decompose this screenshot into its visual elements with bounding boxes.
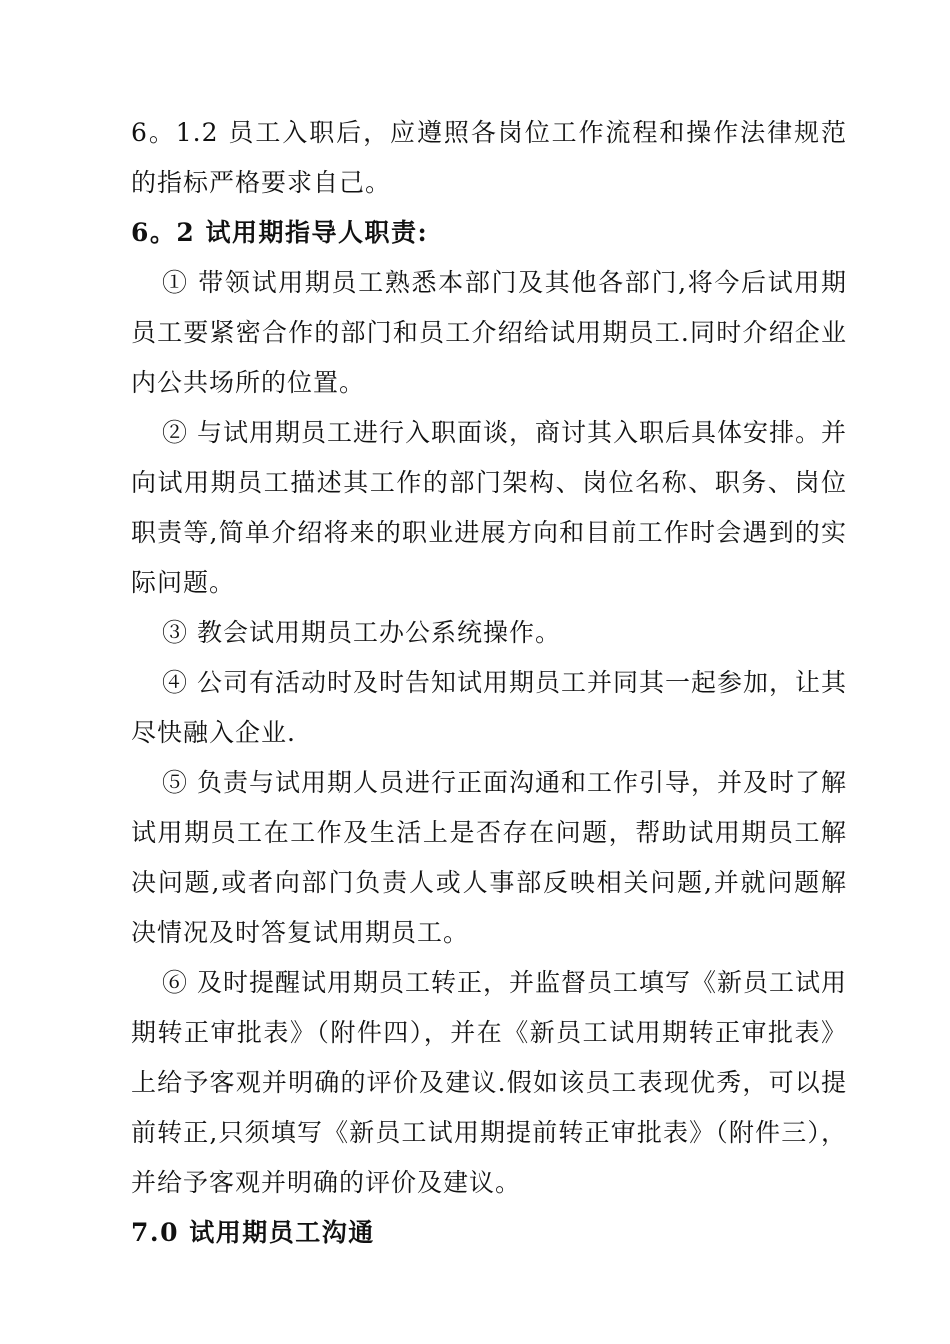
duty-item-1: ① 带领试用期员工熟悉本部门及其他各部门,将今后试用期员工要紧密合作的部门和员工介绍给试用期员工.同时介绍企业内公共场所的位置。 <box>131 268 847 397</box>
duty-item-4: ④ 公司有活动时及时告知试用期员工并同其一起参加，让其尽快融入企业. <box>131 668 847 747</box>
paragraph-6-1-2: 6。1.2 员工入职后，应遵照各岗位工作流程和操作法律规范的指标严格要求自己。 <box>131 118 847 197</box>
duty-item-6: ⑥ 及时提醒试用期员工转正，并监督员工填写《新员工试用期转正审批表》（附件四），并在《新员工试用期转正审批表》上给予客观并明确的评价及建议.假如该员工表现优秀，可以提前转正,只须填写《新员工试用期提前转正审批表》（附件三），并给予客观并明确的评价及建议。 <box>131 968 847 1197</box>
duty-item-3: ③ 教会试用期员工办公系统操作。 <box>162 618 561 647</box>
duty-item-5: ⑤ 负责与试用期人员进行正面沟通和工作引导，并及时了解试用期员工在工作及生活上是否存在问题，帮助试用期员工解决问题,或者向部门负责人或人事部反映相关问题,并就问题解决情况及时答复试用期员工。 <box>131 768 847 947</box>
section-heading-6-2: 6。2 试用期指导人职责: <box>131 218 429 247</box>
section-heading-7-0: 7.0 试用期员工沟通 <box>131 1218 375 1247</box>
document-body <box>131 108 847 1258</box>
duty-item-2: ② 与试用期员工进行入职面谈，商讨其入职后具体安排。并向试用期员工描述其工作的部门架构、岗位名称、职务、岗位职责等,简单介绍将来的职业进展方向和目前工作时会遇到的实际问题。 <box>131 418 847 597</box>
